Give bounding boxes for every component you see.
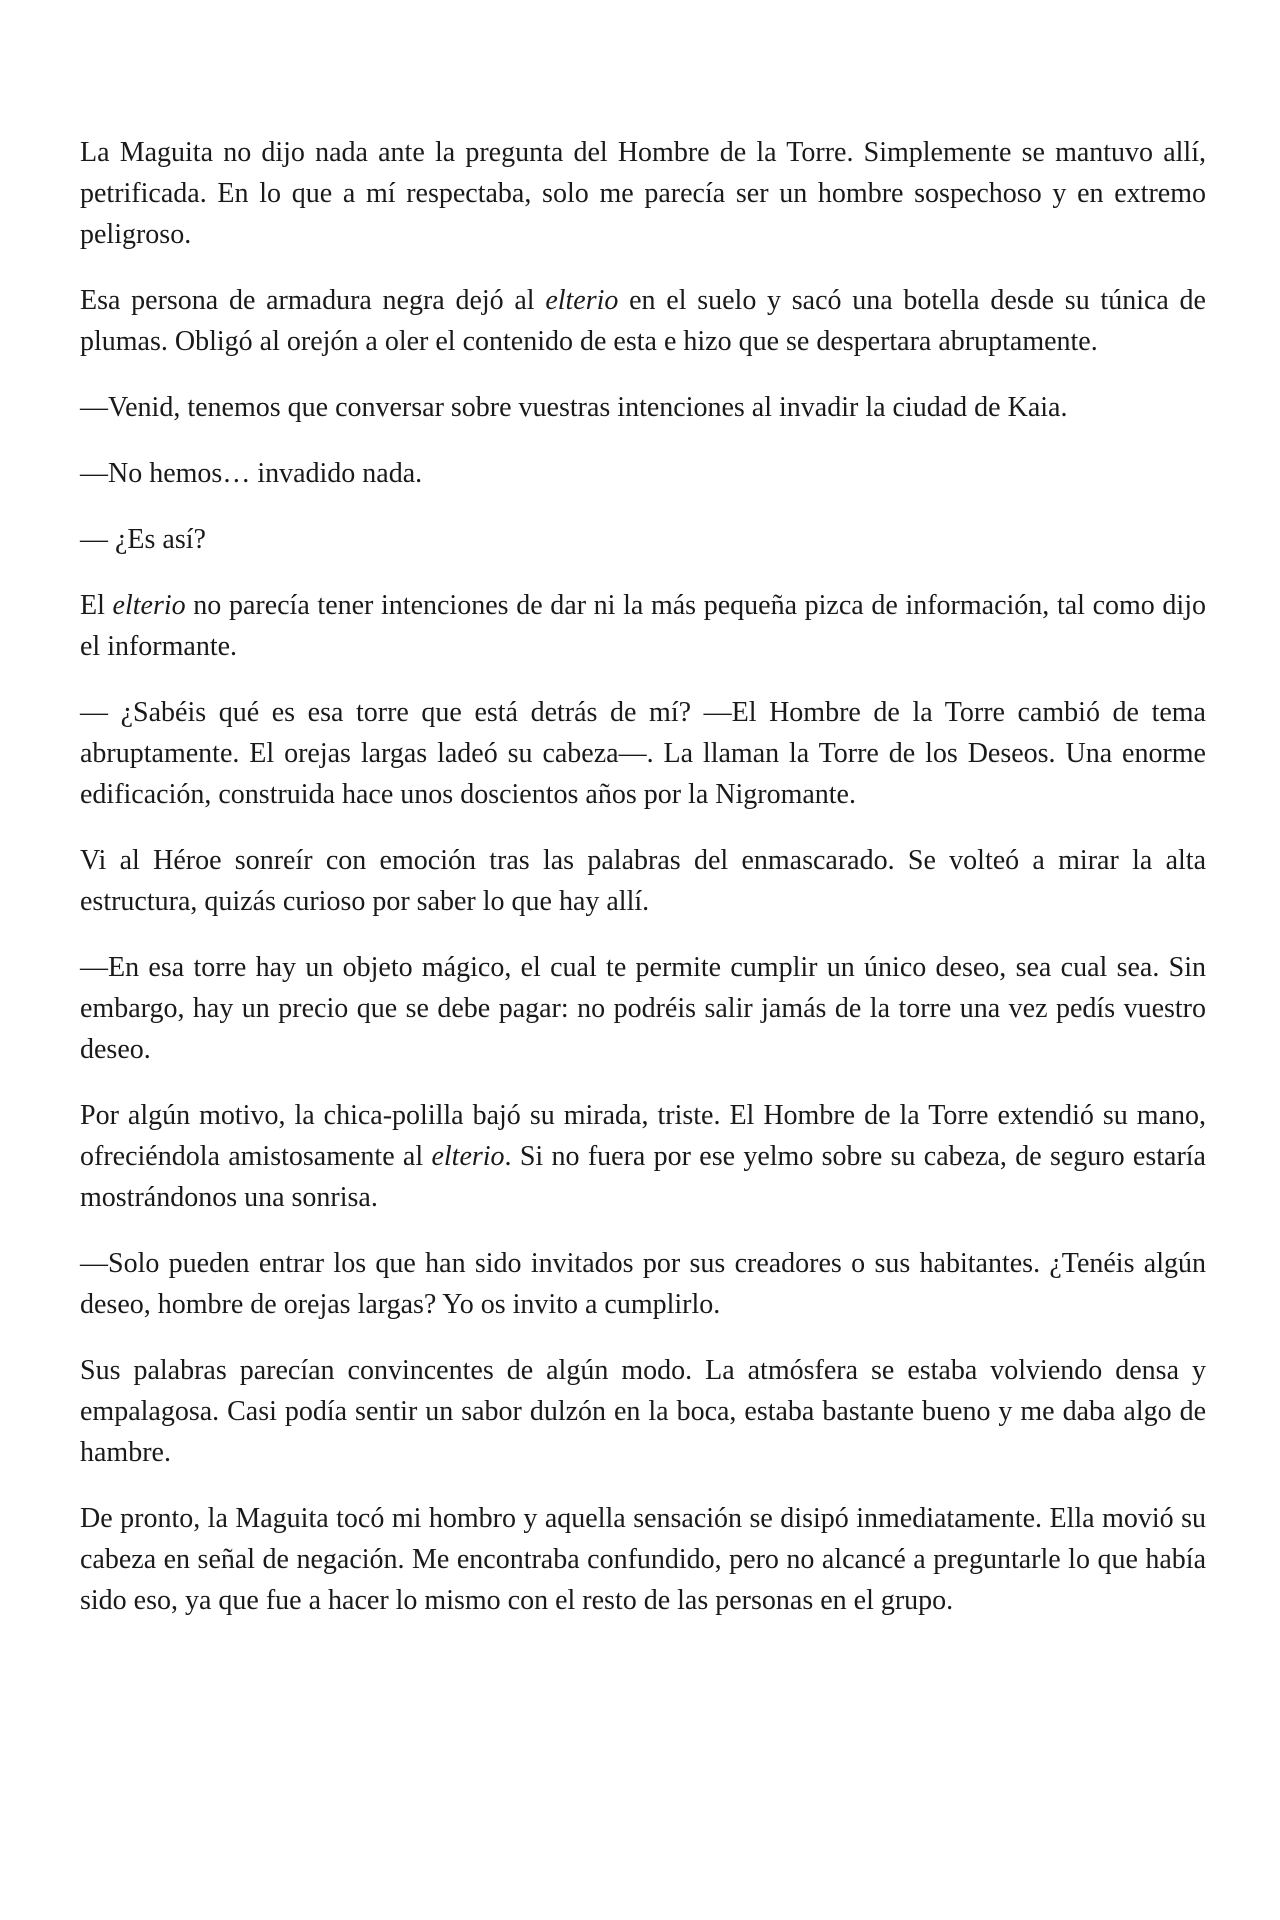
text-segment: La Maguita no dijo nada ante la pregunta del Hombre de la Torre. Simplemente se mantuvo allí, petrificada. En lo que a mí respectaba, solo me parecía ser un hombre sospechoso y en extremo peligroso.	[80, 137, 1206, 250]
text-segment: — ¿Es así?	[80, 524, 206, 555]
paragraph	[80, 132, 1206, 255]
dialogue-line	[80, 453, 1206, 494]
dialogue-paragraph	[80, 947, 1206, 1070]
paragraph	[80, 1498, 1206, 1621]
text-segment: De pronto, la Maguita tocó mi hombro y aquella sensación se disipó inmediatamente. Ella movió su cabeza en señal de negación. Me encontraba confundido, pero no alcancé a preguntarle lo que había sido eso, ya que fue a hacer lo mismo con el resto de las personas en el grupo.	[80, 1503, 1206, 1616]
paragraph	[80, 585, 1206, 667]
paragraph	[80, 1350, 1206, 1473]
italic-term: elterio	[112, 590, 186, 621]
dialogue-paragraph	[80, 1243, 1206, 1325]
paragraph	[80, 1095, 1206, 1218]
paragraph	[80, 280, 1206, 362]
text-segment: . Si no fuera por ese yelmo sobre su cabeza, de seguro estaría mostrándonos una sonrisa.	[80, 1141, 1206, 1213]
text-segment: Sus palabras parecían convincentes de algún modo. La atmósfera se estaba volviendo densa y empalagosa. Casi podía sentir un sabor dulzón en la boca, estaba bastante bueno y me daba algo de hambre.	[80, 1355, 1206, 1468]
text-segment: en el suelo y sacó una botella desde su túnica de plumas. Obligó al orejón a oler el contenido de esta e hizo que se despertara abruptamente.	[80, 285, 1206, 357]
text-segment: —En esa torre hay un objeto mágico, el cual te permite cumplir un único deseo, sea cual sea. Sin embargo, hay un precio que se debe pagar: no podréis salir jamás de la torre una vez pedís vuestro deseo.	[80, 952, 1206, 1065]
text-segment: — ¿Sabéis qué es esa torre que está detrás de mí? —El Hombre de la Torre cambió de tema abruptamente. El orejas largas ladeó su cabeza—. La llaman la Torre de los Deseos. Una enorme edificación, construida hace unos doscientos años por la Nigromante.	[80, 697, 1206, 810]
text-segment: El	[80, 590, 113, 621]
text-segment: Esa persona de armadura negra dejó al	[80, 285, 546, 316]
text-segment: —Venid, tenemos que conversar sobre vuestras intenciones al invadir la ciudad de Kaia.	[80, 392, 1068, 423]
text-segment: no parecía tener intenciones de dar ni la más pequeña pizca de información, tal como dijo el informante.	[80, 590, 1206, 662]
text-segment: —Solo pueden entrar los que han sido invitados por sus creadores o sus habitantes. ¿Tenéis algún deseo, hombre de orejas largas? Yo os invito a cumplirlo.	[80, 1248, 1206, 1320]
paragraph	[80, 840, 1206, 922]
dialogue-line	[80, 387, 1206, 428]
italic-term: elterio	[545, 285, 619, 316]
italic-term: elterio	[431, 1141, 505, 1172]
text-segment: Por algún motivo, la chica-polilla bajó su mirada, triste. El Hombre de la Torre extendió su mano, ofreciéndola amistosamente al	[80, 1100, 1206, 1172]
dialogue-paragraph	[80, 692, 1206, 815]
text-segment: —No hemos… invadido nada.	[80, 458, 423, 489]
dialogue-line	[80, 519, 1206, 560]
text-segment: Vi al Héroe sonreír con emoción tras las palabras del enmascarado. Se volteó a mirar la alta estructura, quizás curioso por saber lo que hay allí.	[80, 845, 1206, 917]
document-page	[80, 132, 1206, 1646]
